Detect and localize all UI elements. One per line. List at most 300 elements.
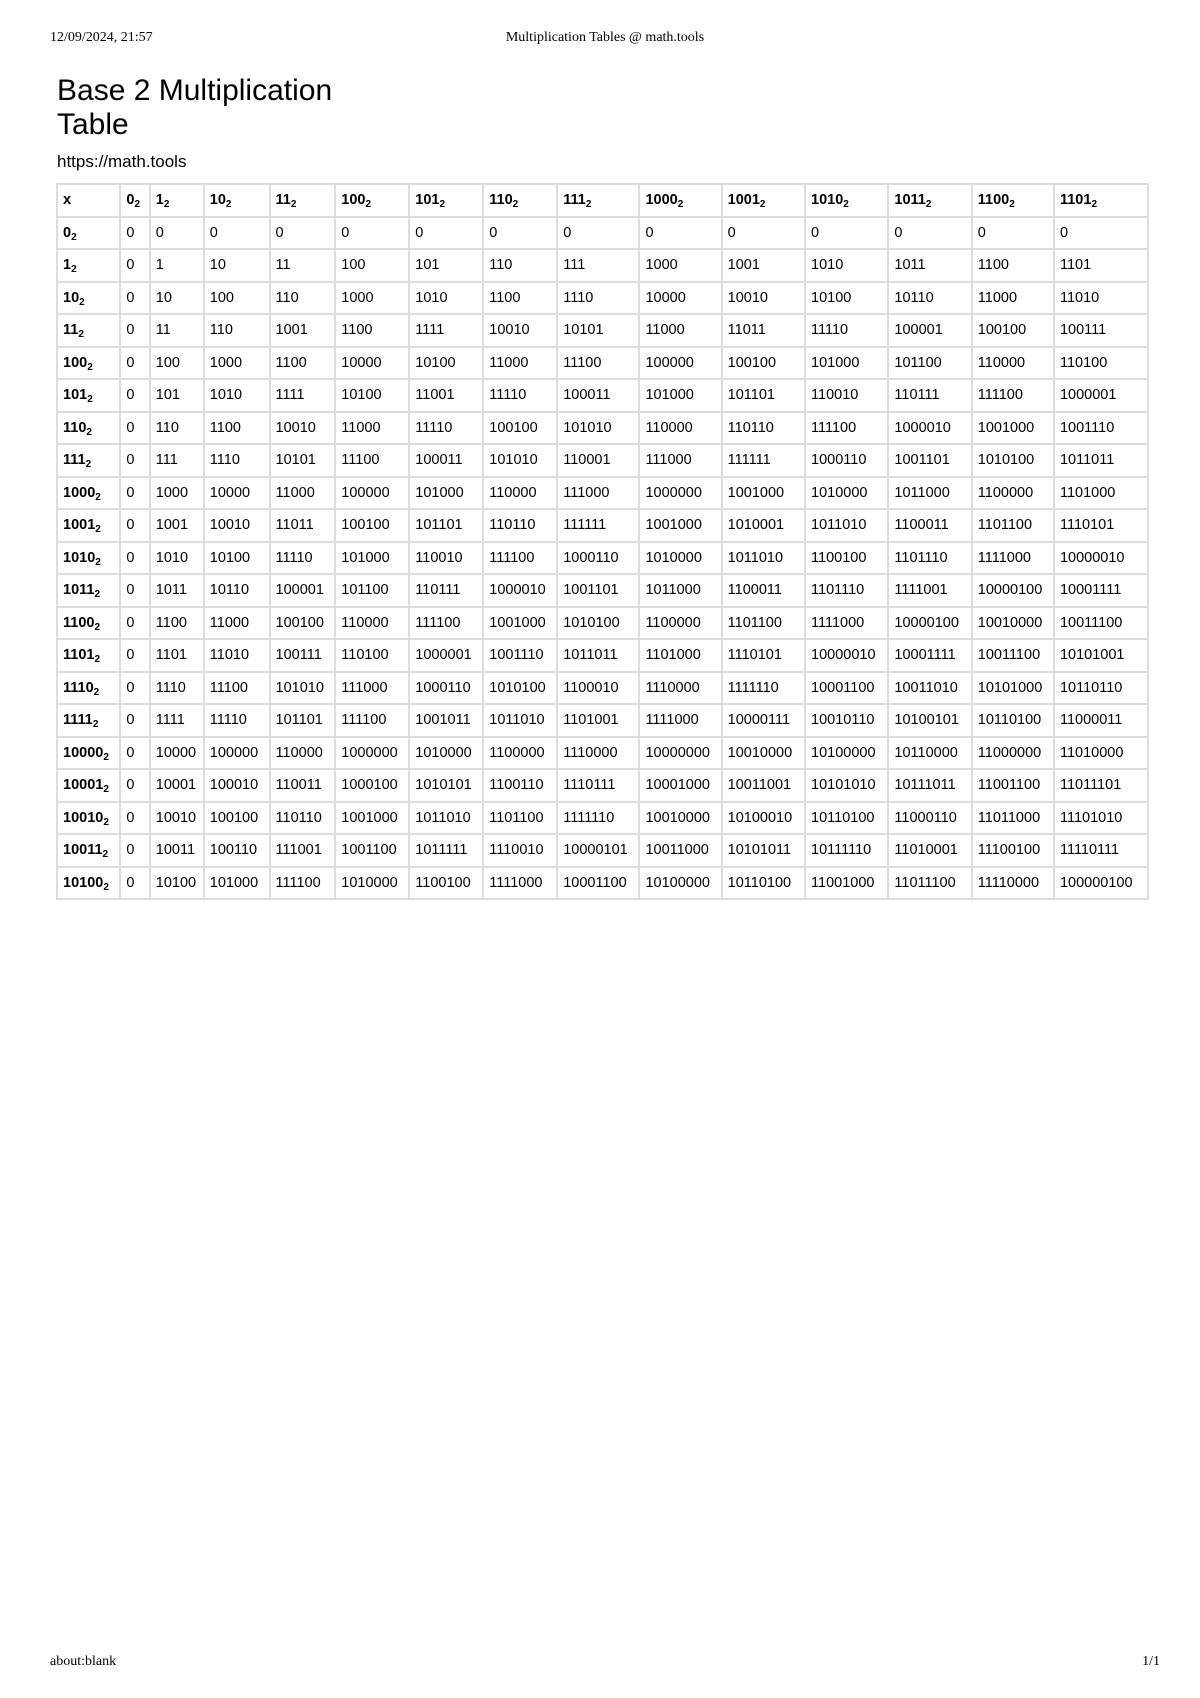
column-header-value: 1000 [645,192,678,209]
source-link[interactable]: https://math.tools [57,152,187,171]
product-cell: 1101110 [805,574,888,607]
product-cell: 0 [204,217,270,250]
row-header [57,802,120,835]
product-cell: 0 [150,217,204,250]
product-cell: 0 [805,217,888,250]
product-cell: 1111000 [805,607,888,640]
product-cell: 101100 [335,574,409,607]
base-subscript: 2 [103,816,109,828]
base-subscript: 2 [365,199,372,211]
product-cell: 1100100 [805,542,888,575]
product-cell: 0 [120,249,149,282]
product-cell: 10010000 [972,607,1054,640]
table-row [57,249,1148,282]
row-header [57,639,120,672]
product-cell: 100000 [335,477,409,510]
column-header-value: 11 [275,192,291,209]
product-cell: 11001000 [805,867,888,900]
base-subscript: 2 [925,199,932,211]
base-subscript: 2 [92,719,99,731]
row-header-value: 100 [63,354,88,371]
table-header-row [57,184,1148,217]
product-cell: 0 [120,704,149,737]
print-url: about:blank [50,1654,117,1669]
base-subscript: 2 [103,751,109,763]
product-cell: 110010 [805,379,888,412]
product-cell: 100010 [204,769,270,802]
product-cell: 1100000 [639,607,721,640]
table-row [57,542,1148,575]
product-cell: 10100000 [639,867,721,900]
product-cell: 100011 [557,379,639,412]
product-cell: 110000 [335,607,409,640]
row-header [57,477,120,510]
product-cell: 1011000 [639,574,721,607]
product-cell: 10000 [639,282,721,315]
row-header [57,347,120,380]
product-cell: 10000100 [888,607,971,640]
product-cell: 110100 [1054,347,1148,380]
product-cell: 0 [120,477,149,510]
product-cell: 10011001 [722,769,805,802]
product-cell: 11110111 [1054,834,1148,867]
product-cell: 10001 [150,769,204,802]
page-title: Base 2 Multiplication Table [57,74,333,141]
row-header [57,379,120,412]
product-cell: 1111000 [639,704,721,737]
column-header [409,184,483,217]
base-subscript: 2 [95,524,101,536]
base-subscript: 2 [102,849,109,861]
product-cell: 1100000 [972,477,1054,510]
product-cell: 11000 [639,314,721,347]
product-cell: 1000110 [805,444,888,477]
product-cell: 10000101 [557,834,639,867]
product-cell: 0 [120,737,149,770]
product-cell: 10011 [150,834,204,867]
product-cell: 10001100 [557,867,639,900]
table-row [57,672,1148,705]
row-header [57,737,120,770]
product-cell: 0 [120,867,149,900]
product-cell: 110100 [335,639,409,672]
product-cell: 1000010 [483,574,557,607]
product-cell: 1111 [150,704,204,737]
row-header [57,542,120,575]
product-cell: 1010000 [409,737,483,770]
product-cell: 1101100 [972,509,1054,542]
row-header-value: 10001 [63,777,104,794]
product-cell: 1000100 [335,769,409,802]
product-cell: 1110101 [722,639,805,672]
base-subscript: 2 [290,199,297,211]
column-header [639,184,721,217]
base-subscript: 2 [94,654,101,666]
product-cell: 10000100 [972,574,1054,607]
base-subscript: 2 [86,426,92,438]
base-subscript: 2 [95,556,101,568]
product-cell: 110110 [722,412,805,445]
print-page-title: Multiplication Tables @ math.tools [505,30,705,45]
table-row [57,574,1148,607]
table-row [57,282,1148,315]
product-cell: 0 [120,282,149,315]
product-cell: 101010 [557,412,639,445]
product-cell: 10100000 [805,737,888,770]
column-header-value: 10 [209,192,226,209]
base-subscript: 2 [87,394,93,406]
product-cell: 101010 [483,444,557,477]
product-cell: 1110000 [557,737,639,770]
product-cell: 1011 [150,574,204,607]
product-cell: 1100000 [483,737,557,770]
product-cell: 0 [972,217,1054,250]
product-cell: 101000 [335,542,409,575]
product-cell: 10000 [204,477,270,510]
product-cell: 10100 [335,379,409,412]
product-cell: 10010 [150,802,204,835]
row-header [57,867,120,900]
corner-cell: x [57,184,120,217]
product-cell: 101100 [888,347,971,380]
product-cell: 1110000 [639,672,721,705]
product-cell: 100001 [888,314,971,347]
product-cell: 0 [120,347,149,380]
product-cell: 1110101 [1054,509,1148,542]
product-cell: 0 [1054,217,1148,250]
column-header [557,184,639,217]
product-cell: 10111110 [805,834,888,867]
product-cell: 111000 [557,477,639,510]
product-cell: 111111 [557,509,639,542]
product-cell: 1110 [557,282,639,315]
product-cell: 1010101 [409,769,483,802]
row-header-value: 10 [63,289,80,306]
row-header [57,607,120,640]
product-cell: 11010 [1054,282,1148,315]
product-cell: 101010 [270,672,336,705]
product-cell: 1000001 [409,639,483,672]
product-cell: 11110 [483,379,557,412]
row-header [57,672,120,705]
product-cell: 100110 [204,834,270,867]
product-cell: 1001000 [722,477,805,510]
product-cell: 11010000 [1054,737,1148,770]
product-cell: 10110100 [722,867,805,900]
product-cell: 0 [120,672,149,705]
product-cell: 1001000 [335,802,409,835]
product-cell: 10010 [204,509,270,542]
product-cell: 101000 [805,347,888,380]
product-cell: 10010110 [805,704,888,737]
product-cell: 11110 [204,704,270,737]
product-cell: 11011000 [972,802,1054,835]
product-cell: 100011 [409,444,483,477]
product-cell: 101000 [639,379,721,412]
base-subscript: 2 [87,361,93,373]
row-header-value: 101 [63,387,88,404]
product-cell: 1010000 [805,477,888,510]
product-cell: 11110 [409,412,483,445]
base-subscript: 2 [85,459,92,471]
product-cell: 1011111 [409,834,483,867]
product-cell: 11011 [722,314,805,347]
product-cell: 10100010 [722,802,805,835]
product-cell: 110001 [557,444,639,477]
product-cell: 10111011 [888,769,971,802]
row-header-value: 1010 [63,549,96,566]
product-cell: 1110 [150,672,204,705]
product-cell: 101101 [270,704,336,737]
product-cell: 111 [150,444,204,477]
column-header-value: 100 [341,192,366,209]
product-cell: 1000 [335,282,409,315]
product-cell: 1000000 [639,477,721,510]
product-cell: 1100 [150,607,204,640]
product-cell: 1010100 [483,672,557,705]
product-cell: 0 [335,217,409,250]
product-cell: 1110010 [483,834,557,867]
product-cell: 11010001 [888,834,971,867]
table-row [57,217,1148,250]
product-cell: 110 [270,282,336,315]
product-cell: 1101000 [1054,477,1148,510]
base-subscript: 2 [103,784,109,796]
product-cell: 1011000 [888,477,971,510]
product-cell: 1010000 [335,867,409,900]
product-cell: 10000000 [639,737,721,770]
product-cell: 1 [150,249,204,282]
print-header [50,30,1160,50]
row-header-value: 10100 [63,874,104,891]
product-cell: 10101011 [722,834,805,867]
product-cell: 1100100 [409,867,483,900]
product-cell: 11000 [270,477,336,510]
table-row [57,347,1148,380]
row-header [57,412,120,445]
table-row [57,477,1148,510]
product-cell: 10011010 [888,672,971,705]
product-cell: 1101 [1054,249,1148,282]
product-cell: 1011010 [409,802,483,835]
product-cell: 1001 [150,509,204,542]
product-cell: 0 [120,412,149,445]
product-cell: 100100 [483,412,557,445]
product-cell: 1001000 [483,607,557,640]
product-cell: 1100110 [483,769,557,802]
product-cell: 1111000 [483,867,557,900]
product-cell: 1000010 [888,412,971,445]
product-cell: 1101 [150,639,204,672]
product-cell: 10000010 [1054,542,1148,575]
product-cell: 11000 [972,282,1054,315]
product-cell: 1000000 [335,737,409,770]
product-cell: 1101110 [888,542,971,575]
base-subscript: 2 [1091,199,1097,211]
product-cell: 0 [557,217,639,250]
product-cell: 100 [150,347,204,380]
product-cell: 101000 [204,867,270,900]
row-header-value: 1101 [63,647,95,664]
table-row [57,769,1148,802]
column-header [888,184,971,217]
product-cell: 101 [409,249,483,282]
row-header [57,574,120,607]
product-cell: 101101 [722,379,805,412]
product-cell: 0 [722,217,805,250]
row-header-value: 111 [63,452,86,469]
table-row [57,737,1148,770]
product-cell: 10 [204,249,270,282]
base-subscript: 2 [585,199,592,211]
row-header-value: 1100 [63,614,95,631]
product-cell: 10110 [888,282,971,315]
product-cell: 110000 [270,737,336,770]
product-cell: 10010 [722,282,805,315]
product-cell: 11011101 [1054,769,1148,802]
product-cell: 1010 [805,249,888,282]
product-cell: 111000 [335,672,409,705]
row-header-value: 1110 [63,679,94,696]
product-cell: 110111 [409,574,483,607]
print-page-count: 1/1 [1142,1654,1160,1669]
product-cell: 11000 [204,607,270,640]
row-header-value: 1011 [63,582,95,599]
base-subscript: 2 [95,491,101,503]
column-header-value: 110 [489,192,513,209]
product-cell: 10 [150,282,204,315]
product-cell: 10000111 [722,704,805,737]
product-cell: 11110000 [972,867,1054,900]
product-cell: 0 [483,217,557,250]
product-cell: 1100 [483,282,557,315]
product-cell: 1010 [204,379,270,412]
column-header [972,184,1054,217]
base-subscript: 2 [677,199,684,211]
table-row [57,704,1148,737]
product-cell: 0 [120,444,149,477]
product-cell: 100100 [204,802,270,835]
product-cell: 1000 [639,249,721,282]
product-cell: 111000 [639,444,721,477]
product-cell: 10001111 [888,639,971,672]
product-cell: 10110 [204,574,270,607]
product-cell: 1101000 [639,639,721,672]
product-cell: 1001011 [409,704,483,737]
product-cell: 100 [204,282,270,315]
product-cell: 1110111 [557,769,639,802]
product-cell: 10010000 [639,802,721,835]
product-cell: 10001100 [805,672,888,705]
product-cell: 10000 [335,347,409,380]
base-subscript: 2 [439,199,446,211]
product-cell: 110 [483,249,557,282]
product-cell: 11000000 [972,737,1054,770]
product-cell: 0 [120,834,149,867]
row-header [57,282,120,315]
product-cell: 111111 [722,444,805,477]
product-cell: 100100 [335,509,409,542]
product-cell: 1000 [204,347,270,380]
product-cell: 1001 [722,249,805,282]
product-cell: 1100011 [888,509,971,542]
column-header-value: 1101 [1059,192,1092,209]
product-cell: 0 [120,217,149,250]
product-cell: 111100 [805,412,888,445]
row-header-value: 1111 [63,712,93,729]
column-header-value: 0 [126,192,135,209]
row-header [57,769,120,802]
product-cell: 10011000 [639,834,721,867]
product-cell: 1100010 [557,672,639,705]
column-header [335,184,409,217]
product-cell: 11010 [204,639,270,672]
product-cell: 1111001 [888,574,971,607]
product-cell: 10101001 [1054,639,1148,672]
product-cell: 11000 [335,412,409,445]
product-cell: 11000110 [888,802,971,835]
product-cell: 1010 [150,542,204,575]
product-cell: 10011100 [972,639,1054,672]
product-cell: 0 [120,769,149,802]
column-header [722,184,805,217]
product-cell: 110000 [972,347,1054,380]
column-header [270,184,336,217]
table-row [57,314,1148,347]
product-cell: 111100 [270,867,336,900]
product-cell: 110000 [483,477,557,510]
table-row [57,607,1148,640]
column-header [1054,184,1148,217]
base-subscript: 2 [1009,199,1015,211]
product-cell: 11 [150,314,204,347]
column-header-value: 1001 [727,192,760,209]
product-cell: 1001 [270,314,336,347]
row-header-value: 110 [63,419,87,436]
product-cell: 100000 [204,737,270,770]
product-cell: 1111 [409,314,483,347]
product-cell: 1001101 [557,574,639,607]
product-cell: 10100 [150,867,204,900]
column-header-value: 111 [563,192,586,209]
product-cell: 10110000 [888,737,971,770]
product-cell: 100000 [639,347,721,380]
product-cell: 100111 [270,639,336,672]
product-cell: 10010 [483,314,557,347]
base-subscript: 2 [759,199,766,211]
row-header-value: 1 [63,257,72,274]
row-header [57,509,120,542]
product-cell: 111100 [409,607,483,640]
table-row [57,867,1148,900]
product-cell: 1001101 [888,444,971,477]
base-subscript: 2 [94,589,101,601]
product-cell: 0 [120,802,149,835]
print-footer [50,1654,1160,1674]
column-header-value: 1100 [977,192,1010,209]
base-subscript: 2 [163,199,170,211]
product-cell: 110111 [888,379,971,412]
product-cell: 1011011 [557,639,639,672]
product-cell: 100100 [972,314,1054,347]
product-cell: 101101 [409,509,483,542]
product-cell: 110000 [639,412,721,445]
base-subscript: 2 [225,199,232,211]
table-row [57,802,1148,835]
column-header-value: 1011 [894,192,926,209]
product-cell: 10011100 [1054,607,1148,640]
product-cell: 1111110 [722,672,805,705]
